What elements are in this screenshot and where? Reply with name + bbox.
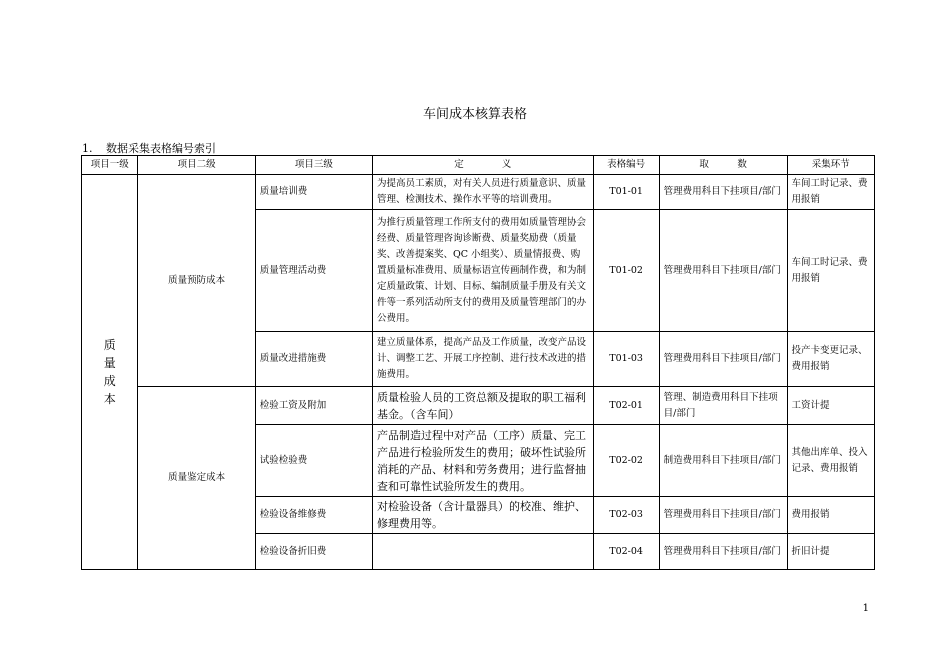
source-cell: 管理费用科目下挂项目/部门	[659, 332, 787, 387]
section-text: 数据采集表格编号索引	[106, 142, 216, 155]
source-cell: 管理费用科目下挂项目/部门	[659, 534, 787, 570]
level1-char: 成	[103, 374, 116, 388]
table-row	[82, 175, 875, 210]
header-collect: 采集环节	[787, 156, 874, 175]
definition-cell: 质量检验人员的工资总额及提取的职工福利基金。（含车间）	[372, 387, 593, 425]
page-number: 1	[862, 603, 869, 614]
code-cell: T01-02	[593, 210, 659, 332]
definition-cell: 对检验设备（含计量器具）的校准、维护、修理费用等。	[372, 497, 593, 534]
header-source: 取 数	[659, 156, 787, 175]
definition-cell	[372, 534, 593, 570]
definition-cell: 建立质量体系，提高产品及工作质量，改变产品设计、调整工艺、开展工序控制、进行技术改进的措施费用。	[372, 332, 593, 387]
section-number: 1.	[82, 142, 93, 155]
code-cell: T02-01	[593, 387, 659, 425]
table-row	[82, 387, 875, 425]
section-heading	[82, 140, 216, 156]
item-cell: 检验设备维修费	[255, 497, 372, 534]
header-level3: 项目三级	[255, 156, 372, 175]
header-definition: 定 义	[372, 156, 593, 175]
collect-cell: 费用报销	[787, 497, 874, 534]
source-cell: 管理费用科目下挂项目/部门	[659, 210, 787, 332]
collect-cell: 车间工时记录、费用报销	[787, 175, 874, 210]
level1-char: 本	[103, 392, 116, 406]
collect-cell: 车间工时记录、费用报销	[787, 210, 874, 332]
item-cell: 检验设备折旧费	[255, 534, 372, 570]
code-cell: T02-03	[593, 497, 659, 534]
collect-cell: 其他出库单、投入记录、费用报销	[787, 425, 874, 497]
source-cell: 管理费用科目下挂项目/部门	[659, 175, 787, 210]
level1-char: 量	[103, 356, 116, 370]
collect-cell: 投产卡变更记录、费用报销	[787, 332, 874, 387]
header-level2: 项目二级	[138, 156, 255, 175]
table-header-row	[82, 156, 875, 175]
page-title: 车间成本核算表格	[422, 107, 527, 122]
code-cell: T01-01	[593, 175, 659, 210]
level2-cell: 质量预防成本	[138, 175, 255, 387]
source-cell: 管理、制造费用科目下挂项目/部门	[659, 387, 787, 425]
level1-char: 质	[103, 338, 116, 352]
code-cell: T02-02	[593, 425, 659, 497]
level2-cell: 质量鉴定成本	[138, 387, 255, 570]
source-cell: 制造费用科目下挂项目/部门	[659, 425, 787, 497]
header-code: 表格编号	[593, 156, 659, 175]
definition-cell: 为推行质量管理工作所支付的费用如质量管理协会经费、质量管理咨询诊断费、质量奖励费（质量奖、改善提案奖、QC 小组奖）、质量情报费、购置质量标准费用、质量标语宣传画制作费，和为制定质量政策、计划、目标、编制质量手册及有关文件等一系列活动所支付的费用及质量管理部门的办公费用。	[372, 210, 593, 332]
collect-cell: 工资计提	[787, 387, 874, 425]
definition-cell: 产品制造过程中对产品（工序）质量、完工产品进行检验所发生的费用；破坏性试验所消耗的产品、材料和劳务费用；进行监督抽查和可靠性试验所发生的费用。	[372, 425, 593, 497]
item-cell: 检验工资及附加	[255, 387, 372, 425]
item-cell: 质量改进措施费	[255, 332, 372, 387]
definition-cell: 为提高员工素质，对有关人员进行质量意识、质量管理、检测技术、操作水平等的培训费用。	[372, 175, 593, 210]
code-cell: T02-04	[593, 534, 659, 570]
collect-cell: 折旧计提	[787, 534, 874, 570]
header-level1: 项目一级	[82, 156, 138, 175]
item-cell: 质量管理活动费	[255, 210, 372, 332]
cost-index-table	[81, 155, 875, 570]
item-cell: 质量培训费	[255, 175, 372, 210]
source-cell: 管理费用科目下挂项目/部门	[659, 497, 787, 534]
code-cell: T01-03	[593, 332, 659, 387]
item-cell: 试验检验费	[255, 425, 372, 497]
level1-cell	[82, 175, 138, 570]
